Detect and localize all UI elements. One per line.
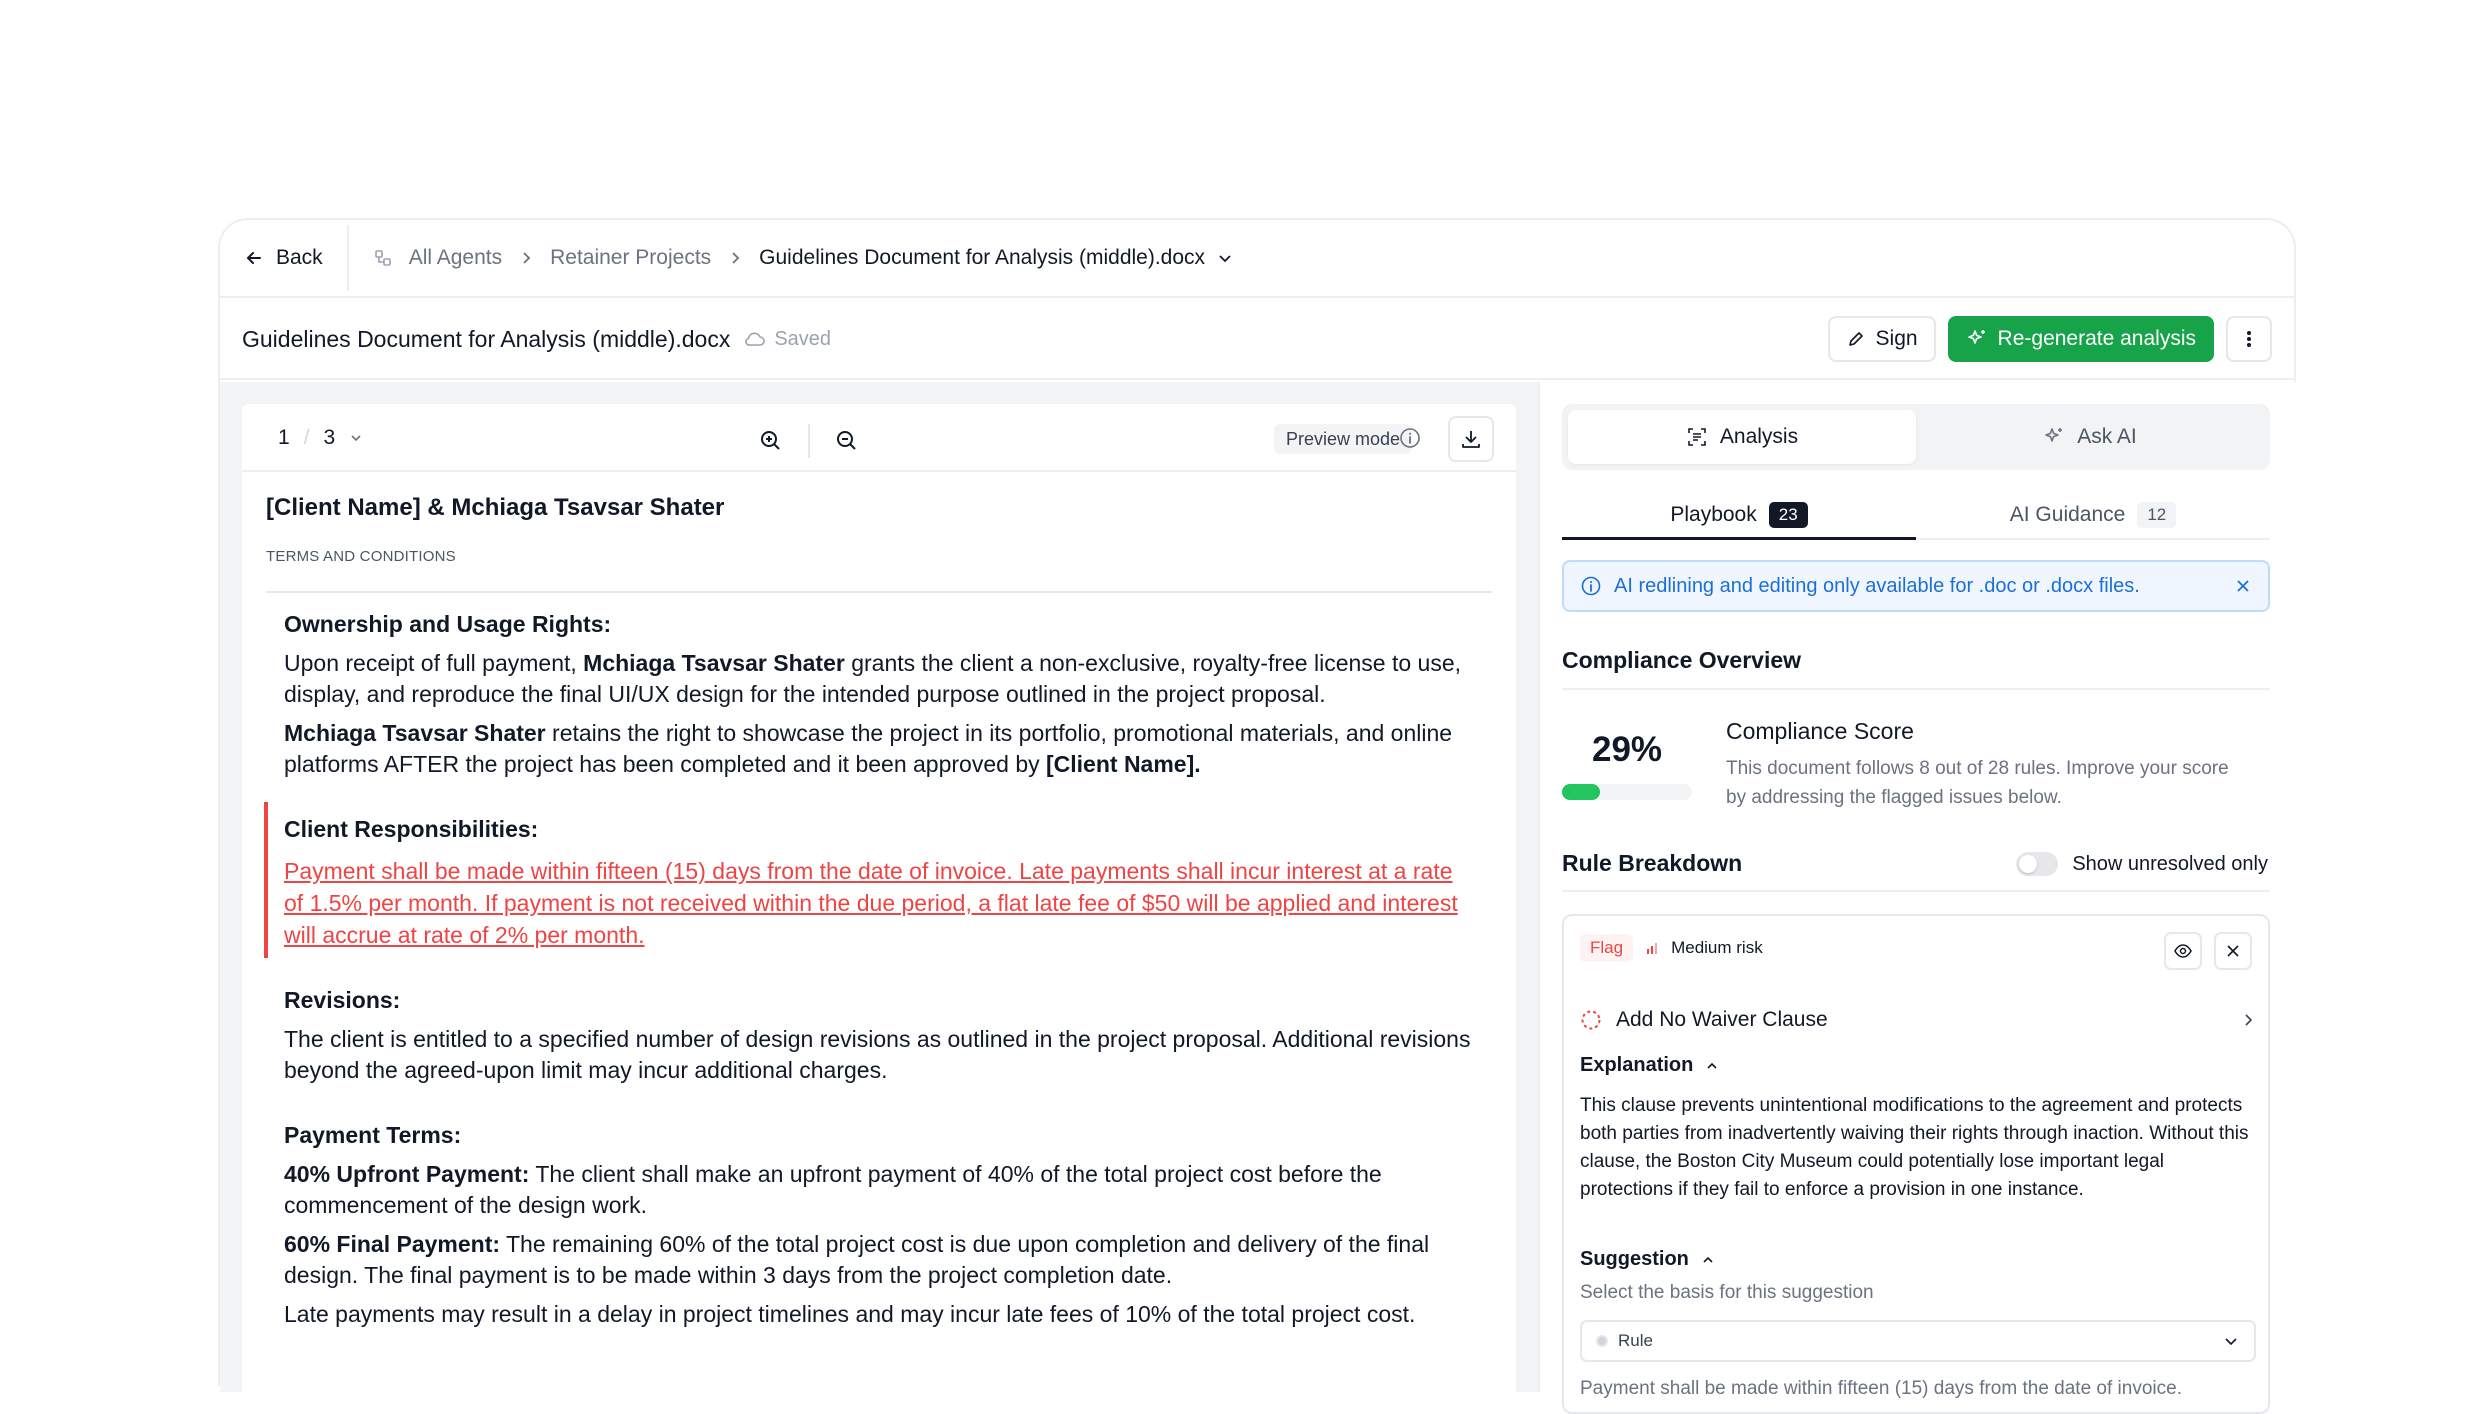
sign-label: Sign: [1875, 327, 1918, 350]
rule-title: Add No Waiver Clause: [1616, 1008, 1828, 1031]
section-title: Payment Terms:: [284, 1122, 462, 1148]
suggestion-basis-select[interactable]: [1580, 1320, 2256, 1362]
paragraph: Late payments may result in a delay in project timelines and may incur late fees of 10% of the total project cost.: [284, 1301, 1416, 1327]
compliance-score-fill: [1562, 784, 1600, 800]
compliance-score-title: Compliance Score: [1726, 718, 1914, 744]
compliance-score-bar: [1562, 784, 1692, 800]
arrow-left-icon: [244, 248, 264, 268]
agents-icon: [373, 248, 393, 268]
chevron-right-icon: [727, 250, 743, 266]
zoom-controls: [752, 424, 866, 458]
chevron-right-icon: [2240, 1012, 2256, 1028]
select-value: Rule: [1618, 1331, 1653, 1350]
regenerate-label: Re-generate analysis: [1997, 327, 2196, 350]
preview-mode-badge: Preview mode: [1274, 424, 1412, 454]
document-content: [266, 494, 1492, 1330]
dashed-circle-icon: [1580, 1009, 1602, 1031]
dismiss-button[interactable]: [2214, 932, 2252, 970]
breadcrumb-retainer-projects[interactable]: Retainer Projects: [550, 246, 712, 269]
paragraph: 60% Final Payment: The remaining 60% of the total project cost is due upon completion and delivery of the final design. The final payment is to be made within 3 days from the project completion date.: [284, 1231, 1430, 1288]
document-title-group: [242, 326, 831, 353]
subtab-playbook[interactable]: [1562, 492, 1916, 538]
section-title: Client Responsibilities:: [284, 816, 539, 842]
view-button[interactable]: [2164, 932, 2202, 970]
section-title: Revisions:: [284, 987, 401, 1013]
document-title: Guidelines Document for Analysis (middle).docx: [242, 325, 731, 352]
chevron-down-icon: [2222, 1332, 2240, 1350]
signal-bars-icon: [1645, 941, 1659, 955]
page-total: 3: [323, 426, 336, 449]
download-icon: [1460, 428, 1482, 450]
back-label: Back: [276, 246, 323, 269]
document-heading: [Client Name] & Mchiaga Tsavsar Shater: [266, 494, 725, 521]
saved-label: Saved: [774, 327, 832, 350]
explanation-heading: Explanation: [1580, 1054, 1694, 1076]
body-area: [220, 382, 2294, 1399]
pen-icon: [1846, 329, 1866, 349]
page-selector[interactable]: [278, 426, 363, 450]
app-window: [218, 218, 2296, 1399]
zoom-in-button[interactable]: [752, 426, 790, 456]
back-button[interactable]: [220, 225, 349, 291]
suggestion-toggle[interactable]: [1580, 1248, 1715, 1271]
top-nav: [220, 220, 2294, 298]
zoom-in-icon: [759, 429, 783, 453]
tab-ask-ai-label: Ask AI: [2077, 425, 2137, 448]
analysis-panel: [1538, 382, 2298, 1399]
section-title: Ownership and Usage Rights:: [284, 611, 612, 637]
page-slash: /: [303, 426, 310, 449]
cloud-icon: [744, 330, 766, 348]
subtab-label: Playbook: [1670, 503, 1757, 526]
paragraph: 40% Upfront Payment: The client shall make an upfront payment of 40% of the total project cost before the commencement of the design work.: [284, 1161, 1382, 1218]
breadcrumb-all-agents[interactable]: All Agents: [408, 246, 503, 269]
more-options-button[interactable]: [2226, 316, 2272, 362]
panel-tabs: [1562, 404, 2270, 470]
chevron-up-icon: [1705, 1059, 1719, 1073]
subtab-label: AI Guidance: [2009, 503, 2126, 526]
divider: [1562, 890, 2270, 892]
rule-card-header: [1580, 934, 1763, 962]
subtab-ai-guidance[interactable]: [1916, 492, 2270, 538]
paragraph: Mchiaga Tsavsar Shater retains the right to showcase the project in its portfolio, promotional materials, and online platforms AFTER the project has been completed and it been approved by [Client Name].: [284, 720, 1453, 777]
compliance-heading: Compliance Overview: [1562, 647, 1802, 673]
zoom-divider: [808, 424, 810, 458]
rule-breakdown-heading: Rule Breakdown: [1562, 850, 1743, 876]
suggestion-hint: Select the basis for this suggestion: [1580, 1282, 1874, 1303]
explanation-toggle[interactable]: [1580, 1054, 1719, 1077]
rule-card: [1562, 914, 2270, 1414]
close-icon: [2225, 943, 2241, 959]
title-actions: [1828, 316, 2272, 362]
suggestion-heading: Suggestion: [1580, 1248, 1689, 1270]
current-doc-label: Guidelines Document for Analysis (middle).docx: [759, 246, 1206, 269]
section-revisions: [284, 985, 1474, 1086]
paragraph: Upon receipt of full payment, Mchiaga Tsavsar Shater grants the client a non-exclusive, royalty-free license to use, display, and reproduce the final UI/UX design for the intended purpose outlined in the project proposal.: [284, 650, 1462, 707]
compliance-score-value: 29%: [1592, 730, 1663, 769]
viewer-toolbar: [242, 404, 1516, 472]
chevron-right-icon: [518, 250, 534, 266]
chevron-down-icon: [349, 431, 363, 445]
suggestion-text: Payment shall be made within fifteen (15) days from the date of invoice.: [1580, 1378, 2182, 1399]
zoom-out-icon: [835, 429, 859, 453]
radio-dot-icon: [1596, 1335, 1608, 1347]
eye-icon: [2173, 941, 2193, 961]
document-viewer: [242, 404, 1516, 1404]
title-bar: [220, 300, 2294, 380]
scan-text-icon: [1686, 426, 1708, 448]
close-icon[interactable]: [2234, 577, 2252, 595]
count-badge: 23: [1769, 502, 1808, 528]
section-ownership: [284, 609, 1474, 780]
section-client-responsibilities: [284, 814, 1474, 951]
divider: [1562, 688, 2270, 690]
page-current: 1: [278, 426, 290, 449]
risk-label: Medium risk: [1671, 938, 1763, 957]
unresolved-toggle[interactable]: [2016, 852, 2058, 876]
sparkles-icon: [2043, 426, 2065, 448]
compliance-score-description: This document follows 8 out of 28 rules. Improve your score by addressing the flagged issues below.: [1726, 758, 2229, 808]
unresolved-toggle-group: [2016, 852, 2268, 876]
paragraph: The client is entitled to a specified number of design revisions as outlined in the project proposal. Additional revisions beyond the agreed-upon limit may incur additional charges.: [284, 1026, 1471, 1083]
saved-status: [744, 328, 831, 351]
document-subheading: TERMS AND CONDITIONS: [266, 548, 456, 565]
info-icon[interactable]: [1398, 426, 1422, 450]
explanation-text: This clause prevents unintentional modifications to the agreement and protects both parties from inadvertently waiving their rights through inaction. Without this clause, the Boston City Museum could potentially lose important legal protections if they fail to enforce a provision in one instance.: [1580, 1095, 2249, 1200]
flag-indicator-bar: [264, 802, 268, 958]
chevron-up-icon: [1701, 1253, 1715, 1267]
notice-text: AI redlining and editing only available for .doc or .docx files.: [1614, 574, 2140, 597]
tab-analysis[interactable]: [1568, 410, 1916, 464]
chevron-down-icon: [1217, 250, 1233, 266]
tab-analysis-label: Analysis: [1719, 425, 1799, 448]
document-divider: [266, 591, 1492, 593]
download-button[interactable]: [1448, 416, 1494, 462]
section-payment-terms: [284, 1120, 1474, 1330]
zoom-out-button[interactable]: [828, 426, 866, 456]
toggle-label: Show unresolved only: [2072, 852, 2268, 875]
info-icon: [1580, 575, 1602, 597]
sign-button[interactable]: [1828, 316, 1936, 362]
rule-title-row[interactable]: [1580, 1008, 2256, 1032]
regenerate-analysis-button[interactable]: [1948, 316, 2214, 362]
flag-badge: Flag: [1580, 934, 1633, 962]
count-badge: 12: [2137, 502, 2176, 528]
info-notice: [1562, 560, 2270, 612]
more-vertical-icon: [2246, 329, 2252, 349]
flagged-clause[interactable]: Payment shall be made within fifteen (15) days from the date of invoice. Late payments shall incur interest at a rate of 1.5% per month. If payment is not received within the due period, a flat late fee of $50 will be applied and interest will accrue at rate of 2% per month.: [284, 858, 1458, 948]
tab-ask-ai[interactable]: [1916, 410, 2264, 464]
breadcrumb: [349, 246, 1233, 270]
sparkles-icon: [1966, 328, 1988, 350]
rule-card-actions: [2164, 932, 2252, 970]
analysis-subtabs: [1562, 492, 2270, 540]
breadcrumb-current-doc[interactable]: [759, 246, 1233, 270]
